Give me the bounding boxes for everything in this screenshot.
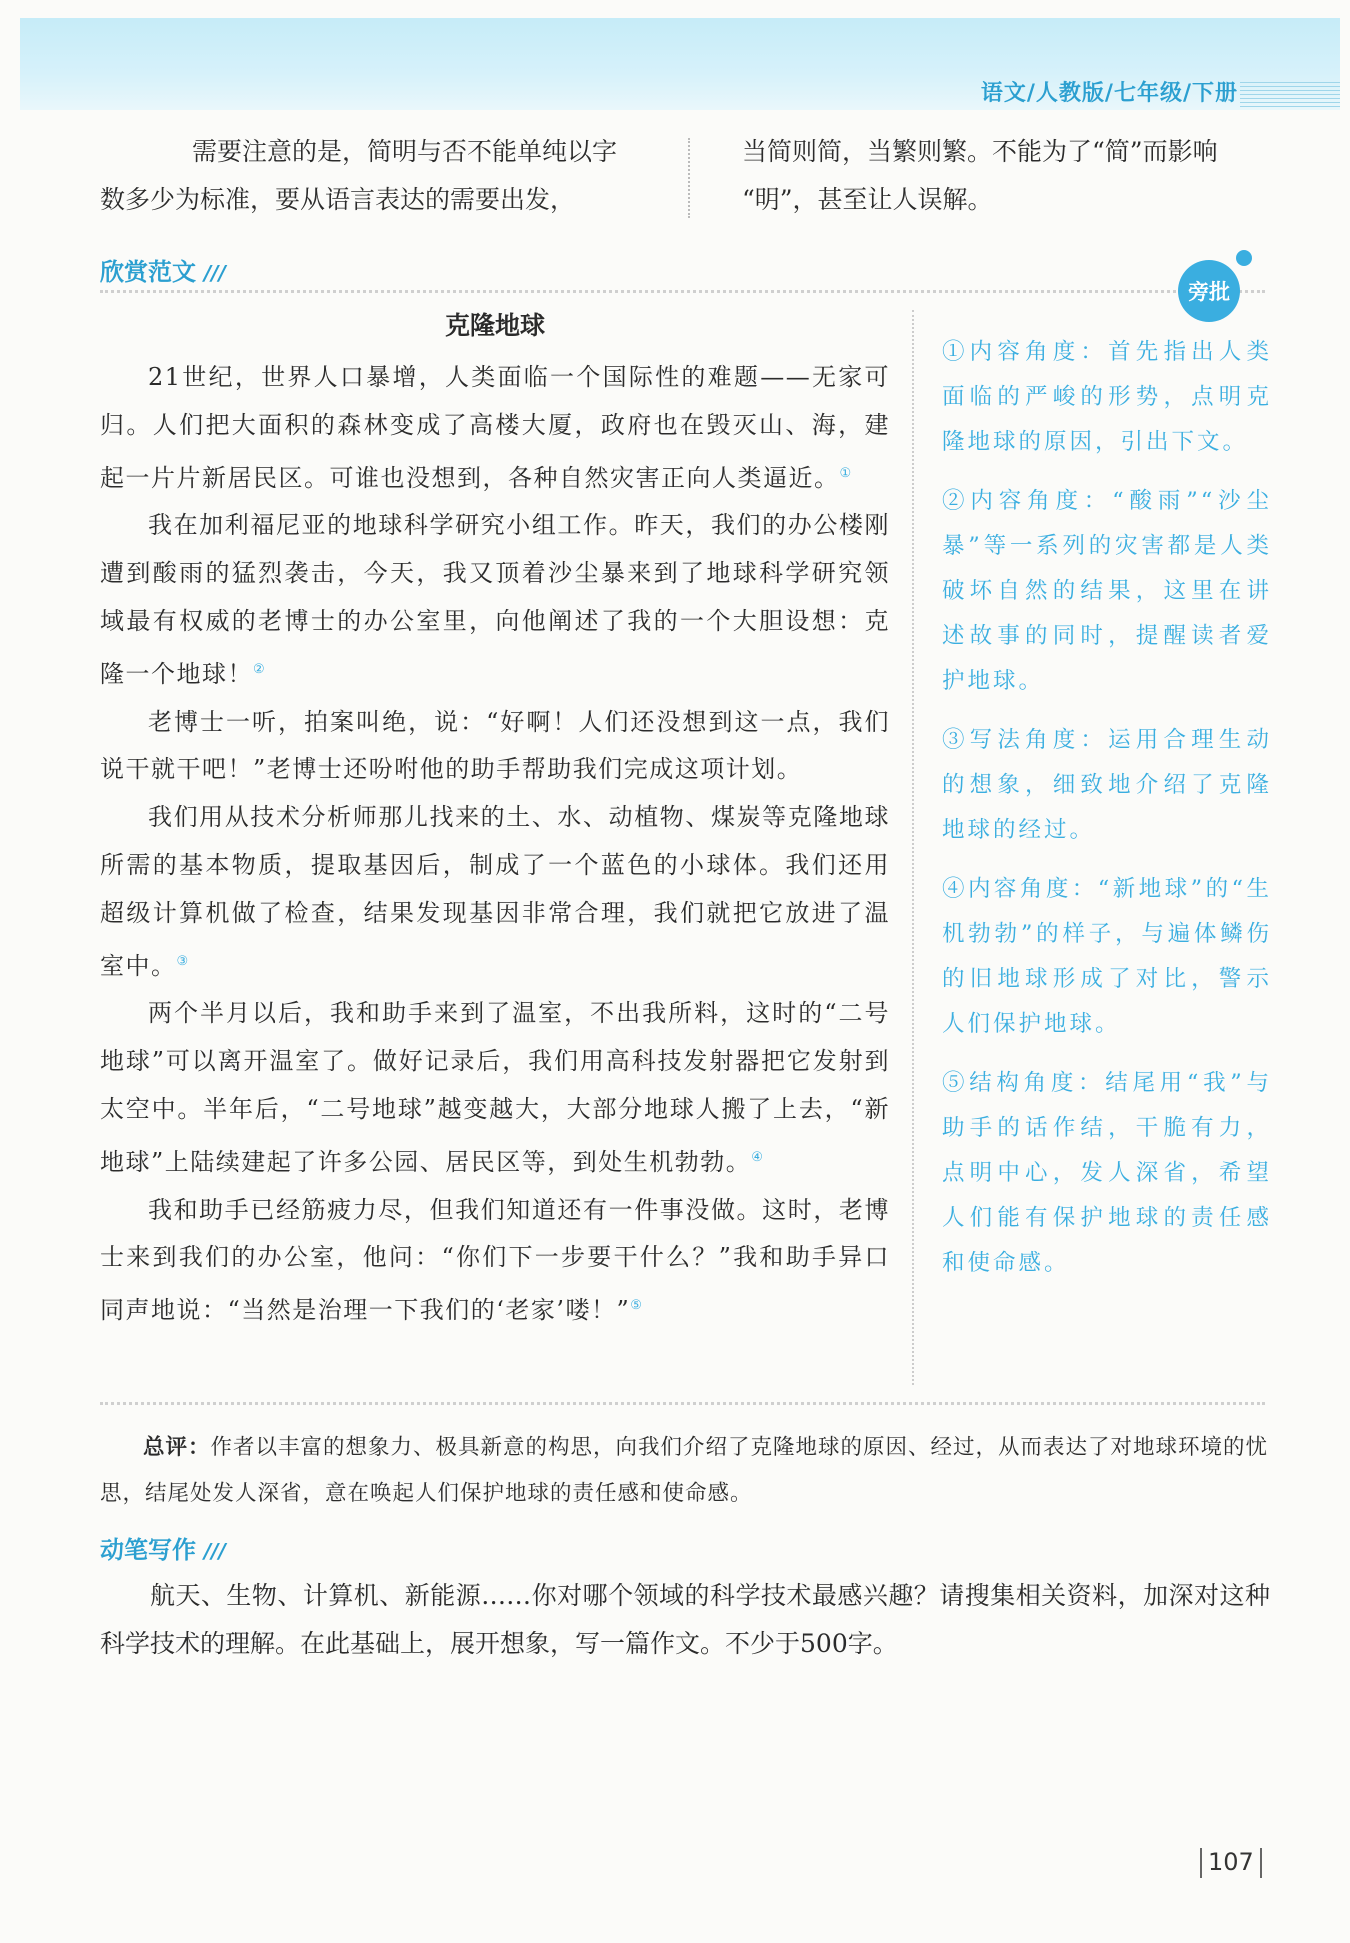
summary-text: 作者以丰富的想象力、极具新意的构思，向我们介绍了克隆地球的原因、经过，从而表达了对地球环境的忧思，结尾处发人深省，意在唤起人们保护地球的责任感和使命感。 xyxy=(100,1435,1269,1506)
essay-paragraph-5 xyxy=(100,990,890,1186)
intro-left-line-2: 数多少为标准，要从语言表达的需要出发， xyxy=(100,185,576,214)
section-appreciate xyxy=(100,252,226,287)
header-hatch xyxy=(1240,82,1340,108)
essay-paragraph-4 xyxy=(100,794,890,990)
essay-title: 克隆地球 xyxy=(444,311,545,340)
essay-paragraph-3 xyxy=(100,699,890,795)
page-number-bar-right xyxy=(1260,1848,1262,1878)
section-writing-slashes: /// xyxy=(204,1539,226,1563)
essay-paragraph-1 xyxy=(100,354,890,502)
side-notes-badge: 旁批 xyxy=(1178,260,1240,322)
essay-paragraph-1-text: 21世纪，世界人口暴增，人类面临一个国际性的难题——无家可归。人们把大面积的森林变成了高楼大厦，政府也在毁灭山、海，建起一片片新居民区。可谁也没想到，各种自然灾害正向人类逼近。 xyxy=(100,363,890,492)
side-note-3: ③写法角度：运用合理生动的想象，细致地介绍了克隆地球的经过。 xyxy=(942,727,1272,843)
intro-right xyxy=(742,128,1272,224)
side-note-2: ②内容角度：“酸雨”“沙尘暴”等一系列的灾害都是人类破坏自然的结果，这里在讲述故事的同时，提醒读者爱护地球。 xyxy=(942,488,1272,694)
writing-task: 航天、生物、计算机、新能源……你对哪个领域的科学技术最感兴趣？请搜集相关资料，加深对这种科学技术的理解。在此基础上，展开想象，写一篇作文。不少于500字。 xyxy=(100,1581,1270,1658)
badge-dot xyxy=(1236,250,1252,266)
side-notes xyxy=(942,330,1272,1300)
page-number-bar-left xyxy=(1200,1848,1202,1878)
intro-right-line-1: 当简则简，当繁则繁。不能为了“简”而影响 xyxy=(742,137,1218,166)
essay-paragraph-2-text: 我在加利福尼亚的地球科学研究小组工作。昨天，我们的办公楼刚遭到酸雨的猛烈袭击，今天，我又顶着沙尘暴来到了地球科学研究领域最有权威的老博士的办公室里，向他阐述了我的一个大胆设想：克隆一个地球！ xyxy=(100,511,890,688)
note-marker-1: ① xyxy=(839,465,852,481)
section-appreciate-slashes: /// xyxy=(204,261,226,285)
side-note-4: ④内容角度：“新地球”的“生机勃勃”的样子，与遍体鳞伤的旧地球形成了对比，警示人们保护地球。 xyxy=(942,876,1272,1037)
page-number-value: 107 xyxy=(1208,1848,1254,1876)
intro-left-line-1: 需要注意的是，简明与否不能单纯以字 xyxy=(192,137,618,166)
essay-paragraph-3-text: 老博士一听，拍案叫绝，说：“好啊！人们还没想到这一点，我们说干就干吧！”老博士还吩咐他的助手帮助我们完成这项计划。 xyxy=(100,707,890,784)
section-writing xyxy=(100,1530,226,1565)
section-writing-title: 动笔写作 xyxy=(100,1536,196,1564)
essay-paragraph-6-text: 我和助手已经筋疲力尽，但我们知道还有一件事没做。这时，老博士来到我们的办公室，他问：“你们下一步要干什么？”我和助手异口同声地说：“当然是治理一下我们的‘老家’喽！” xyxy=(100,1195,890,1325)
summary-label: 总评： xyxy=(143,1435,211,1460)
essay-body xyxy=(100,354,890,1335)
note-marker-4: ④ xyxy=(751,1149,763,1165)
intro-left xyxy=(100,128,670,224)
section-appreciate-title: 欣赏范文 xyxy=(100,258,196,286)
essay-paragraph-2 xyxy=(100,502,890,698)
essay-paragraph-6 xyxy=(100,1187,890,1335)
note-marker-3: ③ xyxy=(176,953,189,969)
divider-bottom xyxy=(100,1402,1265,1405)
side-notes-divider xyxy=(912,310,914,1385)
intro-divider xyxy=(688,138,690,218)
side-note-5: ⑤结构角度：结尾用“我”与助手的话作结，干脆有力，点明中心，发人深省，希望人们能有保护地球的责任感和使命感。 xyxy=(942,1070,1272,1276)
intro-right-line-2: “明”，甚至让人误解。 xyxy=(742,185,993,214)
header-title: 语文/人教版/七年级/下册 xyxy=(980,81,1238,106)
summary xyxy=(100,1425,1270,1517)
page-number xyxy=(1194,1848,1268,1878)
side-note-1: ①内容角度：首先指出人类面临的严峻的形势，点明克隆地球的原因，引出下文。 xyxy=(942,339,1272,455)
divider-top xyxy=(100,290,1265,293)
essay-paragraph-4-text: 我们用从技术分析师那儿找来的土、水、动植物、煤炭等克隆地球所需的基本物质，提取基因后，制成了一个蓝色的小球体。我们还用超级计算机做了检查，结果发现基因非常合理，我们就把它放进了温室中。 xyxy=(100,803,890,980)
note-marker-2: ② xyxy=(253,661,265,677)
note-marker-5: ⑤ xyxy=(630,1298,642,1314)
essay-paragraph-5-text: 两个半月以后，我和助手来到了温室，不出我所料，这时的“二号地球”可以离开温室了。做好记录后，我们用高科技发射器把它发射到太空中。半年后，“二号地球”越变越大，大部分地球人搬了上去，“新地球”上陆续建起了许多公园、居民区等，到处生机勃勃。 xyxy=(100,999,890,1176)
